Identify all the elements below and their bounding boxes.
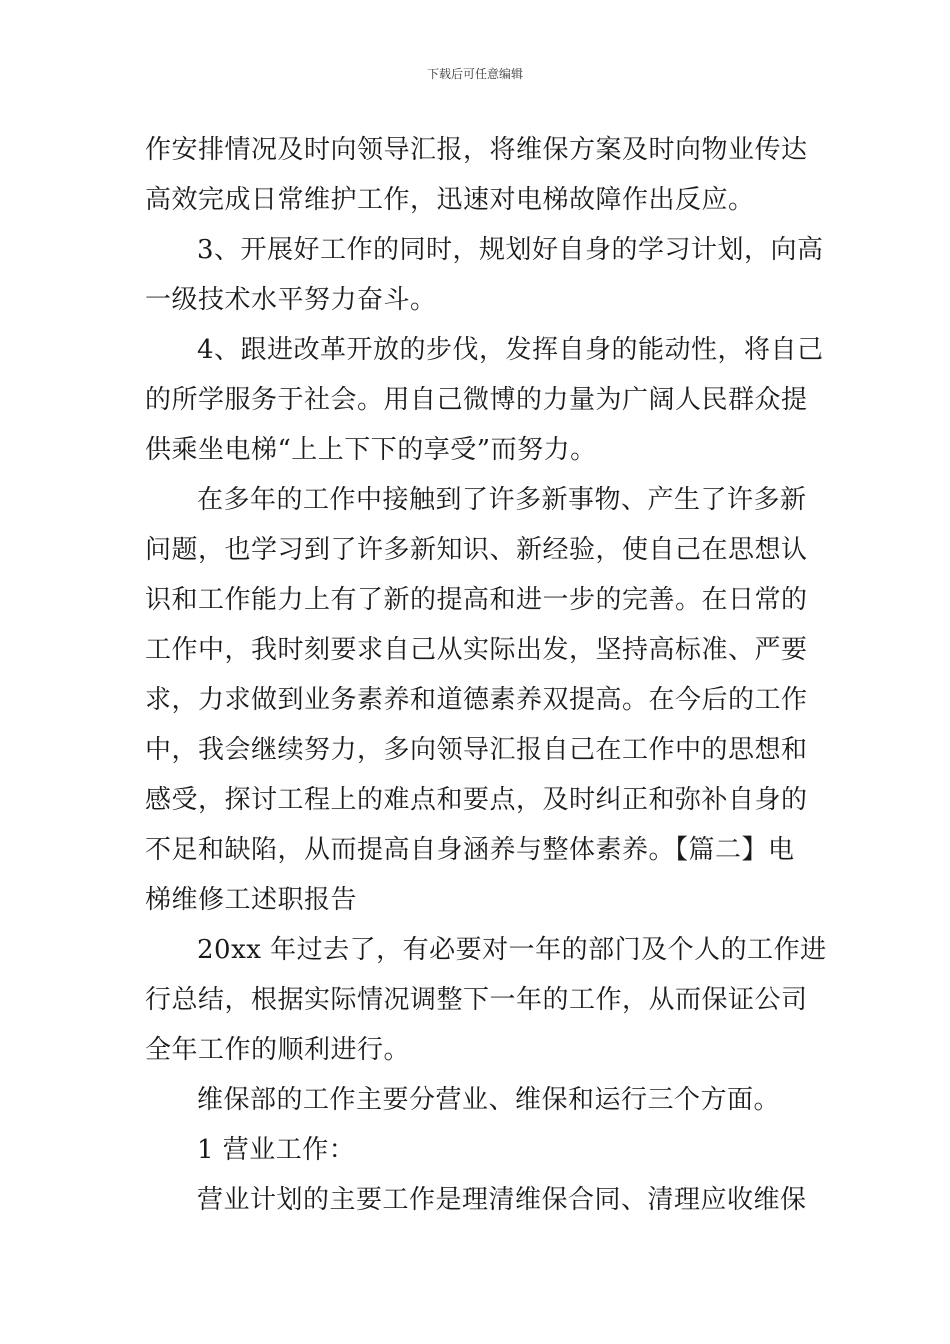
text-line: 一级技术水平努力奋斗。 (145, 285, 437, 315)
text-line: 20xx 年过去了，有必要对一年的部门及个人的工作进 (197, 935, 827, 965)
text-line: 问题，也学习到了许多新知识、新经验，使自己在思想认 (145, 535, 808, 565)
page-header: 下载后可任意编辑 (426, 67, 523, 81)
text-line: 的所学服务于社会。用自己微博的力量为广阔人民群众提 (145, 385, 808, 415)
text-line: 不足和缺陷，从而提高自身涵养与整体素养。【篇二】电 (145, 835, 795, 865)
text-line: 3、开展好工作的同时，规划好自身的学习计划，向高 (197, 235, 824, 265)
text-line: 1 营业工作： (197, 1135, 356, 1165)
document-body (145, 125, 827, 1225)
text-line: 营业计划的主要工作是理清维保合同、清理应收维保 (197, 1185, 807, 1215)
text-line: 高效完成日常维护工作，迅速对电梯故障作出反应。 (145, 185, 755, 215)
text-line: 求，力求做到业务素养和道德素养双提高。在今后的工作 (145, 685, 808, 715)
text-line: 维保部的工作主要分营业、维保和运行三个方面。 (197, 1085, 781, 1115)
text-line: 梯维修工述职报告 (145, 885, 358, 915)
text-line: 供乘坐电梯“上上下下的享受”而努力。 (145, 435, 597, 465)
text-line: 行总结，根据实际情况调整下一年的工作，从而保证公司 (145, 985, 808, 1015)
text-line: 感受，探讨工程上的难点和要点，及时纠正和弥补自身的 (145, 785, 808, 815)
text-line: 工作中，我时刻要求自己从实际出发，坚持高标准、严要 (145, 635, 808, 665)
text-line: 作安排情况及时向领导汇报，将维保方案及时向物业传达 (145, 135, 808, 165)
text-line: 中，我会继续努力，多向领导汇报自己在工作中的思想和 (145, 735, 808, 765)
text-line: 全年工作的顺利进行。 (145, 1035, 411, 1065)
text-line: 识和工作能力上有了新的提高和进一步的完善。在日常的 (145, 585, 808, 615)
text-line: 在多年的工作中接触到了许多新事物、产生了许多新 (197, 485, 807, 515)
text-line: 4、跟进改革开放的步伐，发挥自身的能动性，将自己 (197, 335, 824, 365)
